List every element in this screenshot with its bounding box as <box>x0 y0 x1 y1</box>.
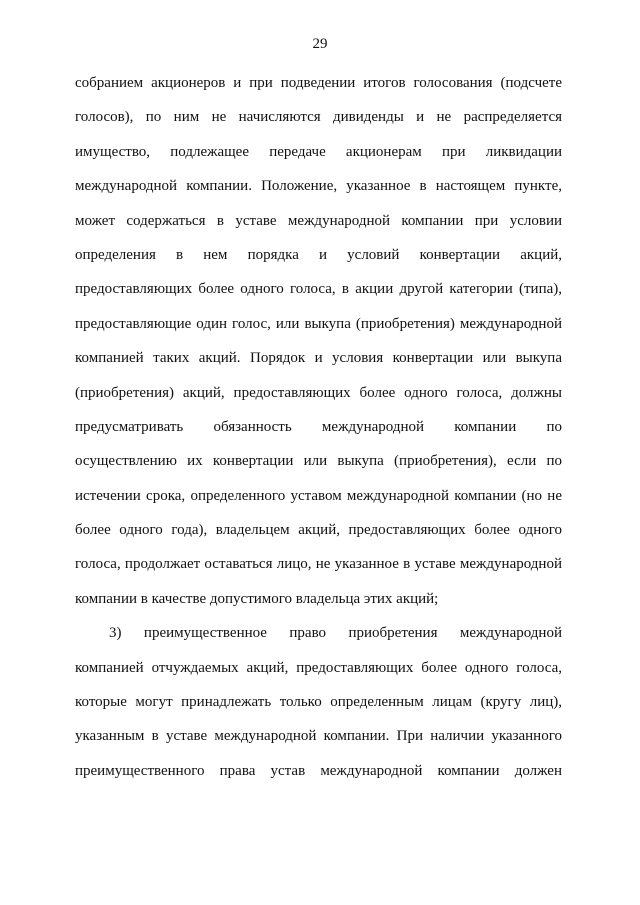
text-line: 3) преимущественное право приобретения международной <box>109 625 562 642</box>
text-line: (приобретения) акций, предоставляющих более одного голоса, должны <box>75 384 562 401</box>
text-line: голосов), по ним не начисляются дивиденды и не распределяется <box>75 109 562 126</box>
text-line: истечении срока, определенного уставом международной компании (но не <box>75 487 562 504</box>
text-line: более одного года), владельцем акций, предоставляющих более одного <box>75 522 562 539</box>
text-line: указанным в уставе международной компании. При наличии указанного <box>75 728 562 745</box>
text-line: компании в качестве допустимого владельца этих акций; <box>75 590 439 607</box>
text-line: предоставляющие один голос, или выкупа (приобретения) международной <box>75 315 562 332</box>
text-line: голоса, продолжает оставаться лицо, не указанное в уставе международной <box>75 556 562 573</box>
text-line: имущество, подлежащее передаче акционерам при ликвидации <box>75 143 562 160</box>
page-number: 29 <box>312 36 328 52</box>
text-line: международной компании. Положение, указанное в настоящем пункте, <box>75 178 562 195</box>
text-line: компанией отчуждаемых акций, предоставляющих более одного голоса, <box>75 659 562 676</box>
text-line: определения в нем порядка и условий конвертации акций, <box>75 246 562 263</box>
text-line: которые могут принадлежать только определенным лицам (кругу лиц), <box>75 694 562 711</box>
text-line: преимущественного права устав международной компании должен <box>75 762 562 779</box>
paragraph-item-3 <box>75 623 562 795</box>
text-line: предусматривать обязанность международной компании по <box>75 418 562 435</box>
body-text <box>75 73 562 795</box>
text-line: компанией таких акций. Порядок и условия конвертации или выкупа <box>75 350 562 367</box>
text-line: осуществлению их конвертации или выкупа (приобретения), если по <box>75 453 562 470</box>
text-line: может содержаться в уставе международной компании при условии <box>75 212 562 229</box>
text-line: собранием акционеров и при подведении итогов голосования (подсчете <box>75 75 562 91</box>
paragraph-continuation <box>75 73 562 623</box>
text-line: предоставляющих более одного голоса, в акции другой категории (типа), <box>75 281 562 298</box>
